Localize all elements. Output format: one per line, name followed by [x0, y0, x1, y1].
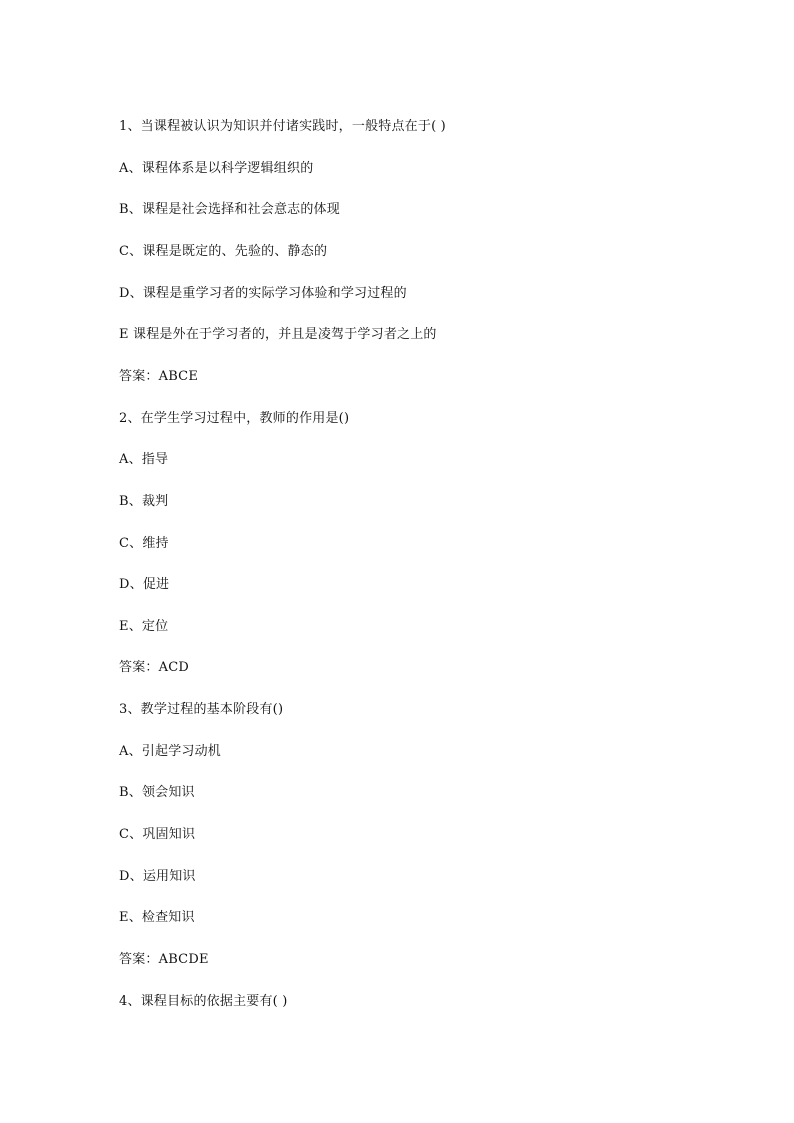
question-3-option-b: B、领会知识 [119, 785, 195, 800]
question-2-option-d: D、促进 [119, 577, 170, 592]
question-3-option-e: E、检查知识 [119, 910, 195, 925]
question-3-option-d: D、运用知识 [119, 869, 196, 884]
question-3-answer: 答案：ABCDE [119, 952, 209, 967]
question-4-stem: 4、课程目标的依据主要有( ) [119, 994, 288, 1009]
question-1-stem: 1、当课程被认识为知识并付诸实践时，一般特点在于( ) [119, 119, 446, 134]
question-1-option-b: B、课程是社会选择和社会意志的体现 [119, 202, 340, 217]
question-2-option-a: A、指导 [119, 452, 169, 467]
question-3-stem: 3、教学过程的基本阶段有() [119, 702, 284, 717]
question-2-answer: 答案：ACD [119, 660, 189, 675]
question-2-option-c: C、维持 [119, 536, 169, 551]
question-1-option-e: E 课程是外在于学习者的，并且是凌驾于学习者之上的 [119, 327, 437, 342]
question-1-option-a: A、课程体系是以科学逻辑组织的 [119, 161, 314, 176]
question-2-option-e: E、定位 [119, 619, 169, 634]
question-1-option-d: D、课程是重学习者的实际学习体验和学习过程的 [119, 286, 407, 301]
question-1-answer: 答案：ABCE [119, 369, 199, 384]
question-3-option-c: C、巩固知识 [119, 827, 196, 842]
question-2-stem: 2、在学生学习过程中，教师的作用是() [119, 411, 350, 426]
question-1-option-c: C、课程是既定的、先验的、静态的 [119, 244, 328, 259]
question-3-option-a: A、引起学习动机 [119, 744, 221, 759]
question-2-option-b: B、裁判 [119, 494, 169, 509]
